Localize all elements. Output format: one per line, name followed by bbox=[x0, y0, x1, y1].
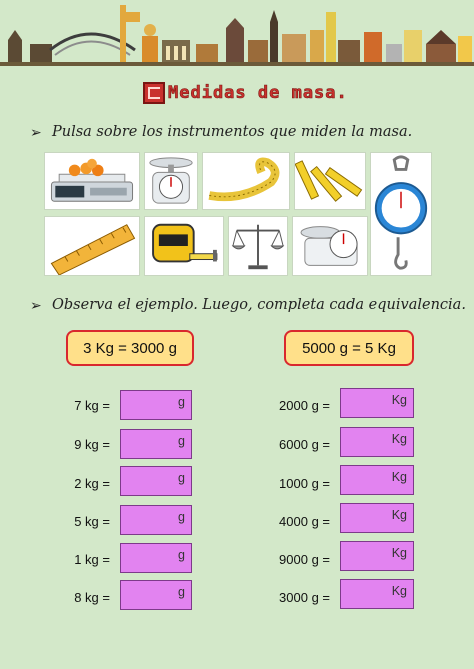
measuring-tape-icon bbox=[203, 153, 289, 209]
unit-label: Kg bbox=[391, 470, 407, 484]
tape-measure-icon bbox=[145, 217, 223, 275]
hanging-scale-icon bbox=[371, 153, 431, 275]
answer-field[interactable] bbox=[340, 503, 414, 533]
equivalence-label: 5 kg = bbox=[74, 514, 110, 529]
equivalence-label: 7 kg = bbox=[74, 398, 110, 413]
page-title-text: Medidas de masa. bbox=[168, 83, 348, 103]
kitchen-scale-icon bbox=[145, 153, 197, 209]
example-kg-to-g: 3 Kg = 3000 g bbox=[66, 330, 194, 366]
unit-label: g bbox=[178, 395, 185, 409]
example-g-to-kg: 5000 g = 5 Kg bbox=[284, 330, 414, 366]
unit-label: g bbox=[178, 510, 185, 524]
equivalence-label: 6000 g = bbox=[279, 437, 330, 452]
instrument-hanging-scale[interactable] bbox=[370, 152, 432, 276]
instrument-folding-ruler[interactable] bbox=[294, 152, 366, 210]
instruction-select-instruments: Pulsa sobre los instrumentos que miden la masa. bbox=[52, 124, 413, 140]
equivalence-label: 1000 g = bbox=[279, 476, 330, 491]
unit-label: g bbox=[178, 585, 185, 599]
unit-label: Kg bbox=[391, 584, 407, 598]
ruler-icon bbox=[45, 217, 139, 275]
bullet-icon: ➢ bbox=[30, 298, 42, 314]
answer-field[interactable] bbox=[120, 466, 192, 496]
answer-field[interactable] bbox=[340, 388, 414, 418]
instrument-tape-measure[interactable] bbox=[144, 216, 224, 276]
weighing-scale-icon bbox=[293, 217, 367, 275]
answer-field[interactable] bbox=[340, 465, 414, 495]
city-skyline-banner bbox=[0, 0, 474, 70]
unit-label: g bbox=[178, 548, 185, 562]
instrument-weighing-scale[interactable] bbox=[292, 216, 368, 276]
answer-field[interactable] bbox=[340, 427, 414, 457]
instrument-kitchen-scale[interactable] bbox=[144, 152, 198, 210]
instrument-digital-scale[interactable] bbox=[44, 152, 140, 210]
folding-ruler-icon bbox=[295, 153, 365, 209]
answer-field[interactable] bbox=[120, 543, 192, 573]
instrument-measuring-tape[interactable] bbox=[202, 152, 290, 210]
equivalence-label: 3000 g = bbox=[279, 590, 330, 605]
equivalence-label: 1 kg = bbox=[74, 552, 110, 567]
equivalence-label: 4000 g = bbox=[279, 514, 330, 529]
bullet-icon: ➢ bbox=[30, 125, 42, 141]
instruction-complete-equivalences: Observa el ejemplo. Luego, completa cada equivalencia. bbox=[52, 297, 466, 313]
answer-field[interactable] bbox=[120, 429, 192, 459]
unit-label: g bbox=[178, 434, 185, 448]
instrument-balance-scale[interactable] bbox=[228, 216, 288, 276]
title-cube-icon bbox=[143, 82, 165, 104]
unit-label: Kg bbox=[391, 432, 407, 446]
balance-scale-icon bbox=[229, 217, 287, 275]
answer-field[interactable] bbox=[340, 541, 414, 571]
equivalence-label: 8 kg = bbox=[74, 590, 110, 605]
answer-field[interactable] bbox=[120, 505, 192, 535]
answer-field[interactable] bbox=[340, 579, 414, 609]
instrument-ruler[interactable] bbox=[44, 216, 140, 276]
unit-label: Kg bbox=[391, 546, 407, 560]
answer-field[interactable] bbox=[120, 580, 192, 610]
digital-scale-icon bbox=[45, 153, 139, 209]
page-title bbox=[143, 80, 348, 106]
equivalence-label: 9 kg = bbox=[74, 437, 110, 452]
answer-field[interactable] bbox=[120, 390, 192, 420]
unit-label: g bbox=[178, 471, 185, 485]
unit-label: Kg bbox=[391, 508, 407, 522]
equivalence-label: 2000 g = bbox=[279, 398, 330, 413]
equivalence-label: 9000 g = bbox=[279, 552, 330, 567]
equivalence-label: 2 kg = bbox=[74, 476, 110, 491]
unit-label: Kg bbox=[391, 393, 407, 407]
